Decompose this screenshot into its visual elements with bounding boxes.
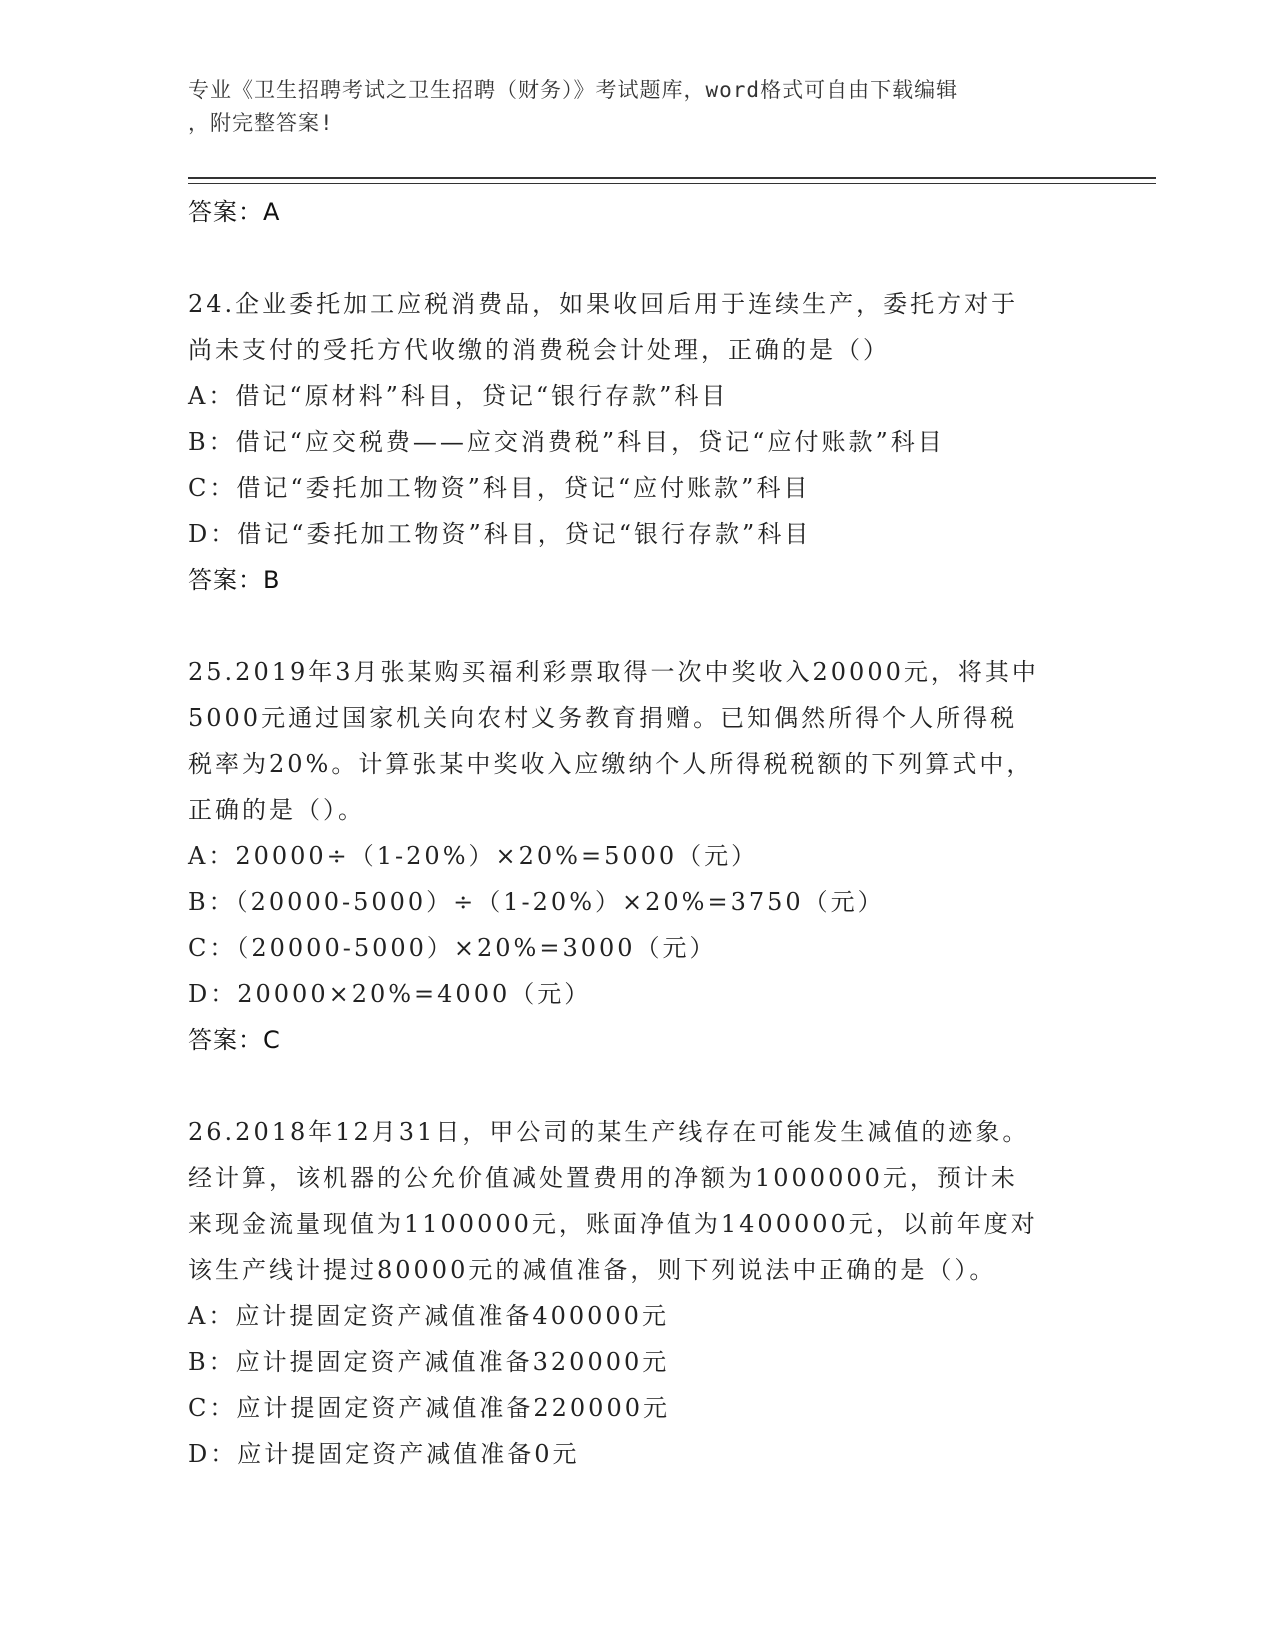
option-a: A：应计提固定资产减值准备400000元 xyxy=(188,1302,669,1330)
answer: 答案：B xyxy=(188,566,281,594)
question-text-line: 正确的是（）。 xyxy=(188,796,365,824)
spacer xyxy=(188,603,1088,649)
answer-previous: 答案：A xyxy=(188,198,281,226)
answer: 答案：C xyxy=(188,1026,281,1054)
question-text-line: 5000元通过国家机关向农村义务教育捐赠。已知偶然所得个人所得税 xyxy=(188,704,1018,732)
header-line-2: ，附完整答案! xyxy=(188,111,334,135)
header-divider-thin xyxy=(188,183,1156,184)
option-d: D：借记“委托加工物资”科目，贷记“银行存款”科目 xyxy=(188,520,812,548)
spacer xyxy=(188,1063,1088,1109)
option-c: C：（20000-5000）×20%=3000（元） xyxy=(188,934,717,962)
option-b: B：（20000-5000）÷（1-20%）×20%=3750（元） xyxy=(188,888,885,916)
question-text-line: 26.2018年12月31日，甲公司的某生产线存在可能发生减值的迹象。 xyxy=(188,1118,1030,1146)
question-26 xyxy=(188,1109,1088,1477)
option-b: B：借记“应交税费——应交消费税”科目，贷记“应付账款”科目 xyxy=(188,428,945,456)
question-text-line: 来现金流量现值为1100000元，账面净值为1400000元，以前年度对 xyxy=(188,1210,1038,1238)
option-d: D：20000×20%=4000（元） xyxy=(188,980,592,1008)
question-text-line: 该生产线计提过80000元的减值准备，则下列说法中正确的是（）。 xyxy=(188,1256,997,1284)
document-body xyxy=(188,189,1088,1477)
option-b: B：应计提固定资产减值准备320000元 xyxy=(188,1348,670,1376)
question-text-line: 经计算，该机器的公允价值减处置费用的净额为1000000元，预计未 xyxy=(188,1164,1018,1192)
spacer xyxy=(188,235,1088,281)
header-divider-thick xyxy=(188,177,1156,179)
question-25 xyxy=(188,649,1088,1063)
option-d: D：应计提固定资产减值准备0元 xyxy=(188,1440,580,1468)
page-header xyxy=(188,74,1068,140)
option-c: C：借记“委托加工物资”科目，贷记“应付账款”科目 xyxy=(188,474,811,502)
option-a: A：20000÷（1-20%）×20%=5000（元） xyxy=(188,842,759,870)
header-line-1: 专业《卫生招聘考试之卫生招聘（财务）》考试题库，word格式可自由下载编辑 xyxy=(188,78,959,102)
option-a: A：借记“原材料”科目，贷记“银行存款”科目 xyxy=(188,382,729,410)
question-text-line: 尚未支付的受托方代收缴的消费税会计处理，正确的是（） xyxy=(188,336,890,364)
question-text-line: 25.2019年3月张某购买福利彩票取得一次中奖收入20000元，将其中 xyxy=(188,658,1039,686)
question-text-line: 24.企业委托加工应税消费品，如果收回后用于连续生产，委托方对于 xyxy=(188,290,1019,318)
question-text-line: 税率为20%。计算张某中奖收入应缴纳个人所得税税额的下列算式中， xyxy=(188,750,1034,778)
question-24 xyxy=(188,281,1088,603)
option-c: C：应计提固定资产减值准备220000元 xyxy=(188,1394,670,1422)
